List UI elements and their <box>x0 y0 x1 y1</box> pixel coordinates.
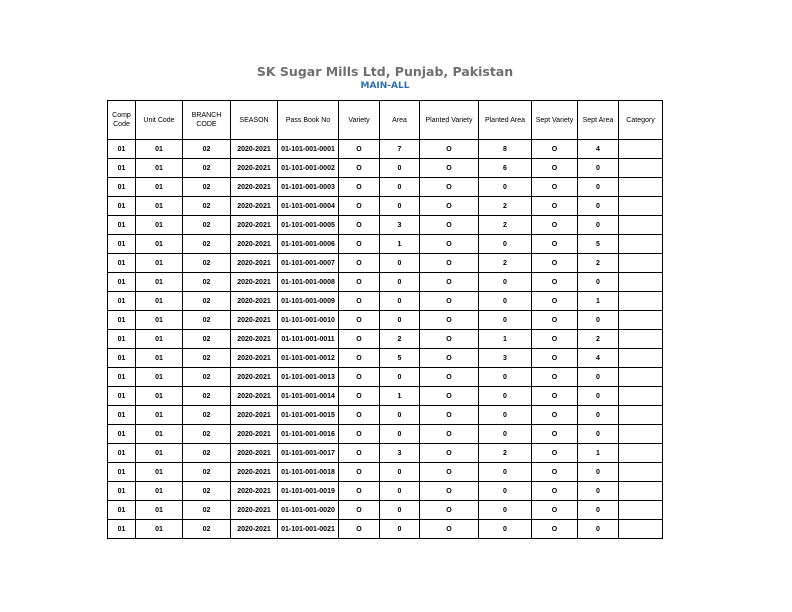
table-cell: O <box>420 140 479 159</box>
table-cell: O <box>420 387 479 406</box>
column-header: Category <box>619 101 663 140</box>
table-cell: 01 <box>136 330 183 349</box>
table-cell: O <box>532 292 578 311</box>
table-cell: 01 <box>136 444 183 463</box>
table-cell: 01 <box>108 159 136 178</box>
table-cell <box>619 406 663 425</box>
table-cell: 2 <box>479 254 532 273</box>
table-cell: 01 <box>136 520 183 539</box>
table-cell: 0 <box>578 425 619 444</box>
table-row <box>108 368 663 387</box>
table-cell <box>619 330 663 349</box>
table-cell: O <box>420 197 479 216</box>
table-cell <box>619 425 663 444</box>
table-cell: O <box>532 368 578 387</box>
table-row <box>108 197 663 216</box>
table-cell: O <box>532 159 578 178</box>
table-cell: O <box>420 311 479 330</box>
table-cell: 0 <box>380 311 420 330</box>
table-row <box>108 501 663 520</box>
table-cell: 1 <box>578 444 619 463</box>
table-cell: 01 <box>108 311 136 330</box>
table-cell: O <box>339 425 380 444</box>
table-header-row <box>108 101 663 140</box>
table-cell: 02 <box>183 349 231 368</box>
table-cell: O <box>339 387 380 406</box>
table-cell: 01 <box>108 425 136 444</box>
table-cell: O <box>339 254 380 273</box>
table-cell: 01 <box>108 235 136 254</box>
table-cell: O <box>339 482 380 501</box>
table-cell: 2020-2021 <box>231 482 278 501</box>
table-cell <box>619 159 663 178</box>
table-cell: O <box>339 406 380 425</box>
column-header: Unit Code <box>136 101 183 140</box>
table-row <box>108 482 663 501</box>
table-cell: O <box>420 520 479 539</box>
table-cell: 01-101-001-0011 <box>278 330 339 349</box>
table-cell <box>619 292 663 311</box>
table-cell: 2 <box>578 254 619 273</box>
column-header: Sept Area <box>578 101 619 140</box>
table-cell: 01-101-001-0002 <box>278 159 339 178</box>
table-cell: 01-101-001-0018 <box>278 463 339 482</box>
table-cell: O <box>532 140 578 159</box>
table-cell: O <box>420 273 479 292</box>
table-cell: 5 <box>380 349 420 368</box>
table-cell: 1 <box>380 235 420 254</box>
table-cell: O <box>339 444 380 463</box>
table-cell: O <box>420 178 479 197</box>
table-cell <box>619 387 663 406</box>
table-cell: 1 <box>380 387 420 406</box>
table-cell <box>619 178 663 197</box>
table-cell: 0 <box>380 501 420 520</box>
table-cell: 2020-2021 <box>231 387 278 406</box>
table-cell: O <box>339 159 380 178</box>
table-cell: O <box>420 330 479 349</box>
table-cell: 2 <box>380 330 420 349</box>
table-cell: 2 <box>578 330 619 349</box>
table-cell: 01 <box>108 463 136 482</box>
table-cell: O <box>532 444 578 463</box>
table-cell: 2020-2021 <box>231 444 278 463</box>
table-cell: 0 <box>479 292 532 311</box>
table-cell: O <box>420 349 479 368</box>
table-cell: 0 <box>380 463 420 482</box>
table-cell: 02 <box>183 387 231 406</box>
table-row <box>108 444 663 463</box>
table-cell <box>619 254 663 273</box>
table-cell: 01-101-001-0006 <box>278 235 339 254</box>
table-cell: 0 <box>578 216 619 235</box>
table-cell: O <box>532 501 578 520</box>
table-cell: 02 <box>183 482 231 501</box>
table-cell: 4 <box>578 140 619 159</box>
table-cell: 0 <box>479 178 532 197</box>
table-cell: O <box>532 406 578 425</box>
column-header: BRANCH CODE <box>183 101 231 140</box>
table-cell: O <box>532 216 578 235</box>
table-cell: 4 <box>578 349 619 368</box>
table-cell: 0 <box>479 273 532 292</box>
table-cell: O <box>420 482 479 501</box>
table-row <box>108 235 663 254</box>
table-cell: 1 <box>479 330 532 349</box>
table-row <box>108 292 663 311</box>
table-cell: 5 <box>578 235 619 254</box>
table-cell <box>619 273 663 292</box>
table-row <box>108 140 663 159</box>
column-header: Planted Variety <box>420 101 479 140</box>
table-cell <box>619 482 663 501</box>
table-cell: 2 <box>479 216 532 235</box>
table-cell <box>619 216 663 235</box>
table-cell: 2 <box>479 197 532 216</box>
column-header: Pass Book No <box>278 101 339 140</box>
table-cell: 01 <box>136 463 183 482</box>
table-body <box>108 140 663 539</box>
table-cell: 3 <box>380 444 420 463</box>
table-cell: 0 <box>380 273 420 292</box>
table-cell: 0 <box>479 463 532 482</box>
table-cell: 01-101-001-0007 <box>278 254 339 273</box>
table-row <box>108 216 663 235</box>
column-header: Planted Area <box>479 101 532 140</box>
table-cell: 2 <box>479 444 532 463</box>
table-cell: 02 <box>183 235 231 254</box>
table-cell: 0 <box>578 197 619 216</box>
table-cell: 2020-2021 <box>231 349 278 368</box>
table-cell: 01-101-001-0017 <box>278 444 339 463</box>
table-cell: 2020-2021 <box>231 406 278 425</box>
table-cell: 1 <box>578 292 619 311</box>
table-row <box>108 159 663 178</box>
table-cell: 02 <box>183 520 231 539</box>
table-cell: 02 <box>183 159 231 178</box>
table-cell: 0 <box>578 273 619 292</box>
table-cell: 0 <box>380 482 420 501</box>
table-cell: 2020-2021 <box>231 273 278 292</box>
table-cell: O <box>339 349 380 368</box>
table-row <box>108 520 663 539</box>
table-cell: O <box>339 463 380 482</box>
report-subtitle: MAIN-ALL <box>360 81 410 91</box>
table-cell: 01 <box>136 216 183 235</box>
column-header: SEASON <box>231 101 278 140</box>
table-cell: 01 <box>136 311 183 330</box>
table-cell <box>619 349 663 368</box>
table-cell: 02 <box>183 330 231 349</box>
table-cell <box>619 197 663 216</box>
table-cell: 02 <box>183 368 231 387</box>
table-cell: 01-101-001-0021 <box>278 520 339 539</box>
table-cell <box>619 235 663 254</box>
table-cell: O <box>420 216 479 235</box>
table-cell: 2020-2021 <box>231 311 278 330</box>
table-row <box>108 406 663 425</box>
table-cell: 01 <box>108 178 136 197</box>
table-cell: 0 <box>380 425 420 444</box>
table-cell: 02 <box>183 140 231 159</box>
table-cell <box>619 520 663 539</box>
table-cell: 0 <box>578 463 619 482</box>
table-cell: 0 <box>380 406 420 425</box>
table-cell: 01-101-001-0012 <box>278 349 339 368</box>
table-cell: 0 <box>578 159 619 178</box>
table-cell: 01 <box>136 482 183 501</box>
table-cell: 0 <box>578 387 619 406</box>
table-row <box>108 273 663 292</box>
table-cell: 01 <box>136 254 183 273</box>
table-cell: 0 <box>578 482 619 501</box>
table-cell: 01 <box>136 406 183 425</box>
table-cell: 0 <box>578 520 619 539</box>
table-cell: O <box>420 406 479 425</box>
table-cell: 01 <box>108 273 136 292</box>
table-cell: 2020-2021 <box>231 463 278 482</box>
table-cell: 02 <box>183 501 231 520</box>
table-cell: O <box>532 463 578 482</box>
table-cell: 2020-2021 <box>231 292 278 311</box>
table-cell: 0 <box>479 311 532 330</box>
table-row <box>108 311 663 330</box>
table-cell: 01 <box>108 254 136 273</box>
table-cell: 0 <box>578 501 619 520</box>
table-cell: 2020-2021 <box>231 140 278 159</box>
table-cell: O <box>339 235 380 254</box>
table-cell: 01 <box>136 140 183 159</box>
table-cell: 01 <box>108 482 136 501</box>
table-cell <box>619 368 663 387</box>
table-cell: 2020-2021 <box>231 178 278 197</box>
table-cell: 02 <box>183 197 231 216</box>
table-row <box>108 178 663 197</box>
table-cell: 01 <box>136 159 183 178</box>
table-cell: O <box>339 197 380 216</box>
table-cell: 01 <box>136 235 183 254</box>
column-header: Sept Variety <box>532 101 578 140</box>
table-cell: 0 <box>380 520 420 539</box>
table-cell: 8 <box>479 140 532 159</box>
table-cell: 01 <box>136 292 183 311</box>
table-cell: 0 <box>578 406 619 425</box>
table-cell: O <box>420 444 479 463</box>
table-row <box>108 463 663 482</box>
table-cell: O <box>532 178 578 197</box>
table-cell: 01 <box>108 330 136 349</box>
table-cell: 01-101-001-0004 <box>278 197 339 216</box>
table-cell: 01-101-001-0003 <box>278 178 339 197</box>
table-cell: 01 <box>108 444 136 463</box>
table-cell: 2020-2021 <box>231 216 278 235</box>
table-cell: 01-101-001-0001 <box>278 140 339 159</box>
table-cell: 0 <box>380 178 420 197</box>
table-cell: 01 <box>108 387 136 406</box>
table-cell: O <box>339 292 380 311</box>
table-cell: 2020-2021 <box>231 520 278 539</box>
table-cell: 01 <box>136 501 183 520</box>
table-cell: O <box>532 330 578 349</box>
table-cell: 01 <box>108 406 136 425</box>
table-cell: 01-101-001-0010 <box>278 311 339 330</box>
table-cell: O <box>339 330 380 349</box>
table-cell: 0 <box>578 311 619 330</box>
table-cell: 01-101-001-0009 <box>278 292 339 311</box>
table-cell: O <box>532 425 578 444</box>
table-cell: 0 <box>479 501 532 520</box>
table-cell: 0 <box>479 482 532 501</box>
table-cell: O <box>532 520 578 539</box>
table-cell: 2020-2021 <box>231 425 278 444</box>
table-cell: 01 <box>108 292 136 311</box>
table-cell: 02 <box>183 444 231 463</box>
table-cell: 02 <box>183 425 231 444</box>
table-cell: O <box>339 501 380 520</box>
table-cell: O <box>339 216 380 235</box>
table-cell: O <box>420 463 479 482</box>
table-cell: 2020-2021 <box>231 159 278 178</box>
table-cell: O <box>532 387 578 406</box>
table-cell: 01 <box>108 197 136 216</box>
table-cell: O <box>532 349 578 368</box>
table-cell: 3 <box>479 349 532 368</box>
table-cell: 01 <box>136 197 183 216</box>
table-cell: 01 <box>136 178 183 197</box>
table-cell <box>619 140 663 159</box>
table-cell: 02 <box>183 216 231 235</box>
table-cell: O <box>420 292 479 311</box>
table-cell: 01-101-001-0008 <box>278 273 339 292</box>
table-cell: 0 <box>578 368 619 387</box>
table-cell: 2020-2021 <box>231 330 278 349</box>
table-cell: 02 <box>183 292 231 311</box>
table-cell: O <box>420 159 479 178</box>
table-cell: 01 <box>108 216 136 235</box>
table-cell: O <box>339 273 380 292</box>
table-cell: 01-101-001-0015 <box>278 406 339 425</box>
table-cell: O <box>420 368 479 387</box>
column-header: Variety <box>339 101 380 140</box>
table-cell: O <box>532 197 578 216</box>
table-cell: 01 <box>136 425 183 444</box>
table-cell: 0 <box>380 159 420 178</box>
table-cell: O <box>532 254 578 273</box>
table-cell: O <box>339 520 380 539</box>
table-row <box>108 425 663 444</box>
table-cell: 01 <box>108 349 136 368</box>
column-header: Comp Code <box>108 101 136 140</box>
table-cell: 01-101-001-0019 <box>278 482 339 501</box>
table-cell <box>619 501 663 520</box>
table-cell: 0 <box>578 178 619 197</box>
table-cell: 01 <box>136 387 183 406</box>
table-row <box>108 387 663 406</box>
table-cell: 01 <box>136 349 183 368</box>
table-cell: 3 <box>380 216 420 235</box>
table-cell: O <box>420 235 479 254</box>
table-cell: 0 <box>479 425 532 444</box>
table-cell: 2020-2021 <box>231 235 278 254</box>
table-cell: 01 <box>108 520 136 539</box>
table-cell: 0 <box>380 292 420 311</box>
table-cell: 01 <box>108 368 136 387</box>
table-cell: 01 <box>108 501 136 520</box>
table-row <box>108 254 663 273</box>
column-header: Area <box>380 101 420 140</box>
table-cell: 01 <box>136 368 183 387</box>
table-cell: 0 <box>479 520 532 539</box>
table-cell: 02 <box>183 178 231 197</box>
table-cell: 6 <box>479 159 532 178</box>
passbook-table <box>107 100 663 539</box>
table-cell: 01 <box>136 273 183 292</box>
table-cell: O <box>339 178 380 197</box>
table-cell: O <box>339 368 380 387</box>
report-title: SK Sugar Mills Ltd, Punjab, Pakistan <box>256 64 514 79</box>
table-cell: O <box>339 311 380 330</box>
table-cell <box>619 444 663 463</box>
table-cell: 01 <box>108 140 136 159</box>
table-cell <box>619 463 663 482</box>
table-cell: 0 <box>479 368 532 387</box>
table-cell: 0 <box>479 235 532 254</box>
table-cell: 2020-2021 <box>231 254 278 273</box>
table-cell: O <box>420 425 479 444</box>
table-cell: 2020-2021 <box>231 197 278 216</box>
table-cell: 01-101-001-0013 <box>278 368 339 387</box>
table-cell: 01-101-001-0016 <box>278 425 339 444</box>
table-cell: 0 <box>479 387 532 406</box>
table-cell: 0 <box>479 406 532 425</box>
table-cell: O <box>339 140 380 159</box>
table-cell: 02 <box>183 406 231 425</box>
table-cell: O <box>420 501 479 520</box>
table-cell: 7 <box>380 140 420 159</box>
table-cell <box>619 311 663 330</box>
table-cell: 02 <box>183 273 231 292</box>
table-cell: 01-101-001-0014 <box>278 387 339 406</box>
table-row <box>108 349 663 368</box>
table-cell: O <box>532 482 578 501</box>
table-cell: 01-101-001-0020 <box>278 501 339 520</box>
table-row <box>108 330 663 349</box>
table-cell: O <box>420 254 479 273</box>
table-cell: O <box>532 273 578 292</box>
table-cell: 0 <box>380 254 420 273</box>
table-cell: 0 <box>380 197 420 216</box>
table-cell: 2020-2021 <box>231 501 278 520</box>
table-cell: 0 <box>380 368 420 387</box>
table-cell: 2020-2021 <box>231 368 278 387</box>
table-cell: O <box>532 311 578 330</box>
table-cell: 02 <box>183 311 231 330</box>
table-cell: 02 <box>183 254 231 273</box>
table-cell: 01-101-001-0005 <box>278 216 339 235</box>
table-cell: O <box>532 235 578 254</box>
table-cell: 02 <box>183 463 231 482</box>
